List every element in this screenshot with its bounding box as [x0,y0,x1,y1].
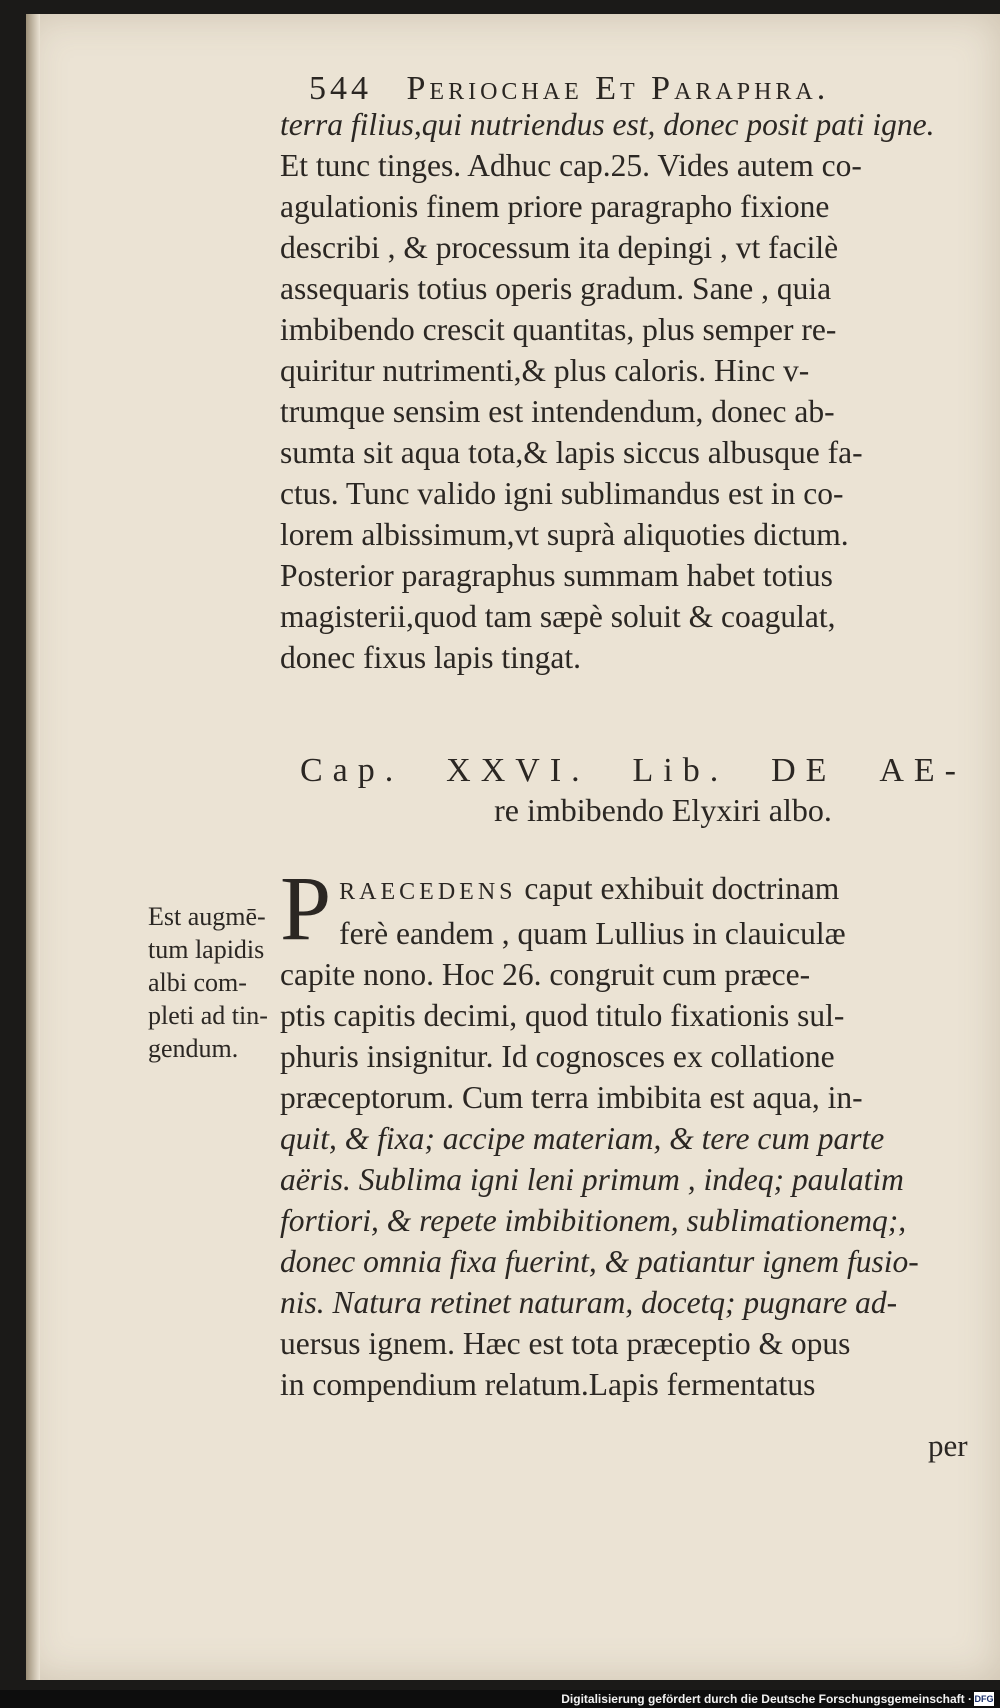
text-line: ptis capitis decimi, quod titulo fixationis sul- [280,998,845,1033]
text-line: ferè eandem , quam Lullius in clauiculæ [339,916,846,951]
chapter-heading-line2: re imbibendo Elyxiri albo. [494,792,832,828]
text-line: trumque sensim est intendendum, donec ab- [280,394,835,429]
text-line: terra filius,qui nutriendus est, donec posit pati igne. [280,107,935,142]
text-line: lorem albissimum,vt suprà aliquoties dictum. [280,517,849,552]
book-label: Lib. [632,752,729,789]
text-line: donec fixus lapis tingat. [280,640,581,675]
text-line: ctus. Tunc valido igni sublimandus est in co- [280,476,844,511]
text-line: quit, & fixa; accipe materiam, & tere cum parte [280,1121,885,1156]
margin-note-line: albi com- [148,968,247,997]
running-head-title: Periochae Et Paraphra. [406,70,830,107]
text-line: Et tunc tinges. Adhuc cap.25. Vides autem co- [280,148,862,183]
text-line [280,868,966,913]
text-line-rest: caput exhibuit doctrinam [524,871,840,906]
text-line: agulationis finem priore paragrapho fixione [280,189,830,224]
text-line: sumta sit aqua tota,& lapis siccus albusque fa- [280,435,863,470]
text-line: nis. Natura retinet naturam, docetq; pugnare ad- [280,1285,898,1320]
chapter-number: XXVI. [446,752,590,789]
running-head [309,70,829,108]
catchword: per [928,1428,968,1463]
spaced-opening-word: RAECEDENS [339,879,517,905]
text-line: uersus ignem. Hæc est tota præceptio & opus [280,1326,851,1361]
margin-note [148,900,288,1065]
text-line: aëris. Sublima igni leni primum , indeq; paulatim [280,1162,904,1197]
text-line: Posterior paragraphus summam habet totius [280,558,833,593]
margin-note-line: pleti ad tin- [148,1001,268,1030]
page-number: 544 [309,70,372,107]
digitization-credit: Digitalisierung gefördert durch die Deutsche Forschungsgemeinschaft · [561,1692,972,1706]
text-line: capite nono. Hoc 26. congruit cum præce- [280,957,811,992]
text-line: assequaris totius operis gradum. Sane , quia [280,271,832,306]
text-line: donec omnia fixa fuerint, & patiantur ignem fusio- [280,1244,919,1279]
text-line: imbibendo crescit quantitas, plus semper re- [280,312,837,347]
margin-note-line: tum lapidis [148,935,265,964]
chapter-body [280,857,966,1405]
chapter-title-word: AE- [879,752,966,789]
margin-note-line: gendum. [148,1034,239,1063]
margin-note-line: Est augmē- [148,902,266,931]
text-line: phuris insignitur. Id cognosces ex collatione [280,1039,835,1074]
text-line: in compendium relatum.Lapis fermentatus [280,1367,816,1402]
chapter-heading-line1 [300,752,966,790]
chapter-label: Cap. [300,752,404,789]
text-line: magisterii,quod tam sæpè soluit & coagulat, [280,599,836,634]
drop-cap: P [280,857,332,959]
chapter-title-word: DE [771,752,837,789]
chapter-heading [300,752,966,829]
text-line: fortiori, & repete imbibitionem, sublimationemq;, [280,1203,907,1238]
text-line: præceptorum. Cum terra imbibita est aqua, in- [280,1080,863,1115]
body-text [280,104,966,678]
text-line: describi , & processum ita depingi , vt facilè [280,230,839,265]
dfg-logo: DFG [974,1694,994,1704]
text-line: quiritur nutrimenti,& plus caloris. Hinc v- [280,353,810,388]
